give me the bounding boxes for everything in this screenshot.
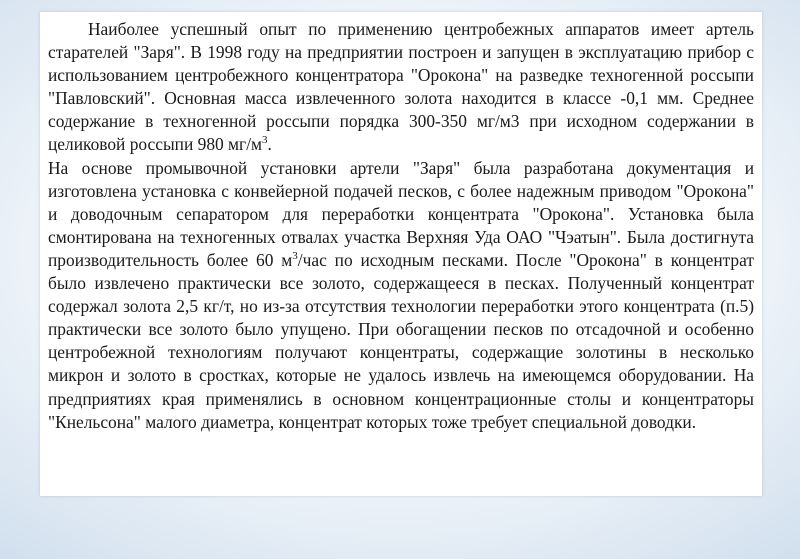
- superscript-cubic: 3: [262, 134, 268, 147]
- text-box: [40, 12, 762, 496]
- superscript-cubic: 3: [292, 250, 298, 263]
- paragraph-2: [48, 157, 754, 434]
- paragraph-2-rest: /час по исходным песками. После "Орокона" в концентрат было извлечено практически все золото, содержащееся в песках. Полученный концентрат содержал золота 2,5 кг/т, но из-за отсутствия технологии переработки этого концентрата (п.5) практически все золото было упущено. При обогащении песков по отсадочной и особенно центробежной технологиям получают концентраты, содержащие золотины в несколько микрон и золото в сростках, которые не удалось извлечь на имеющемся оборудовании. На предприятиях края применялись в основном концентрационные столы и концентраторы "Кнельсона" малого диаметра, концентрат которых тоже требует специальной доводки.: [48, 249, 754, 432]
- paragraph-1-end: .: [267, 134, 272, 155]
- paragraph-2-text: На основе промывочной установки артели "Заря" была разработана документация и изготовлена установка с конвейерной подачей песков, с более надежным приводом "Орокона" и доводочным сепаратором для переработки концентрата "Орокона". Установка была смонтирована на техногенных отвалах участка Верхняя Уда ОАО "Чэатын". Была достигнута производительность более 60 м: [48, 157, 754, 270]
- paragraph-1-text: Наиболее успешный опыт по применению центробежных аппаратов имеет артель старателей "Заря". В 1998 году на предприятии построен и запущен в эксплуатацию прибор с использованием центробежного концентратора "Орокона" на разведке техногенной россыпи "Павловский". Основная масса извлеченного золота находится в классе -0,1 мм. Среднее содержание в техногенной россыпи порядка 300-350 мг/м3 при исходном содержании в целиковой россыпи 980 мг/м: [48, 19, 754, 155]
- paragraph-1: [48, 18, 754, 157]
